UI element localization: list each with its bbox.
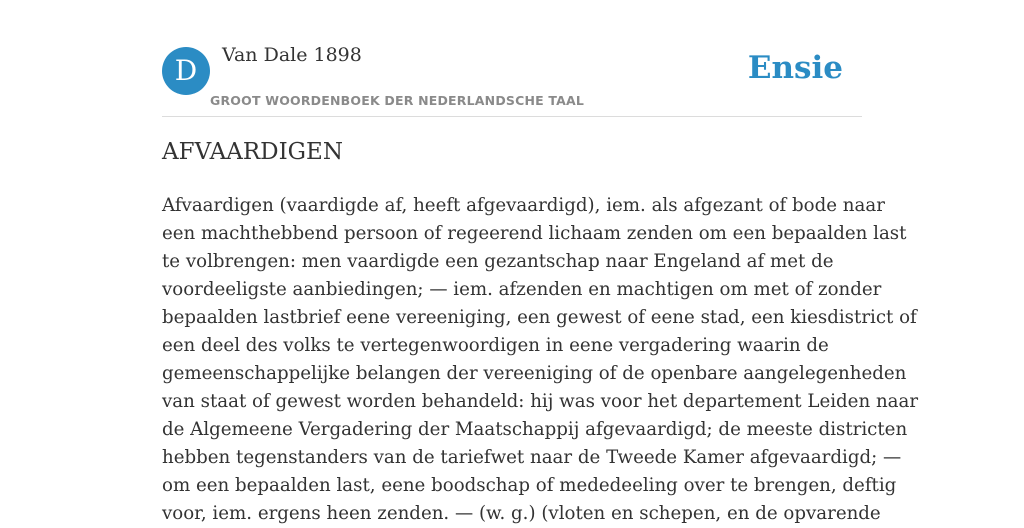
definition-line: bepaalden lastbrief eene vereeniging, een gewest of eene stad, een kiesdistrict of (162, 307, 917, 328)
dictionary-title[interactable]: Van Dale 1898 (222, 44, 362, 66)
page (162, 0, 919, 524)
entry-definition (162, 192, 919, 528)
ensie-logo[interactable]: Ensie (747, 50, 843, 86)
definition-line: Afvaardigen (vaardigde af, heeft afgevaardigd), iem. als afgezant of bode naar (162, 195, 885, 216)
dictionary-logo[interactable]: D (162, 47, 210, 95)
definition-line: om een bepaalden last, eene boodschap of mededeeling over te brengen, deftig (162, 475, 897, 496)
definition-line: een machthebbend persoon of regeerend lichaam zenden om een bepaalden last (162, 223, 907, 244)
definition-line: gemeenschappelijke belangen der vereeniging of de openbare aangelegenheden (162, 363, 907, 384)
entry-headword: AFVAARDIGEN (162, 139, 343, 165)
definition-line: een deel des volks te vertegenwoordigen in eene vergadering waarin de (162, 335, 829, 356)
definition-line: van staat of gewest worden behandeld: hij was voor het departement Leiden naar (162, 391, 919, 412)
definition-line: voordeeligste aanbiedingen; — iem. afzenden en machtigen om met of zonder (162, 279, 882, 300)
definition-line: voor, iem. ergens heen zenden. — (w. g.) (vloten en schepen, en de opvarende (162, 503, 881, 524)
definition-line: de Algemeene Vergadering der Maatschappij afgevaardigd; de meeste districten (162, 419, 908, 440)
definition-line: hebben tegenstanders van de tariefwet naar de Tweede Kamer afgevaardigd; — (162, 447, 902, 468)
dictionary-header (162, 0, 862, 117)
definition-line: te volbrengen: men vaardigde een gezantschap naar Engeland af met de (162, 251, 834, 272)
dictionary-subtitle: GROOT WOORDENBOEK DER NEDERLANDSCHE TAAL (210, 93, 585, 108)
